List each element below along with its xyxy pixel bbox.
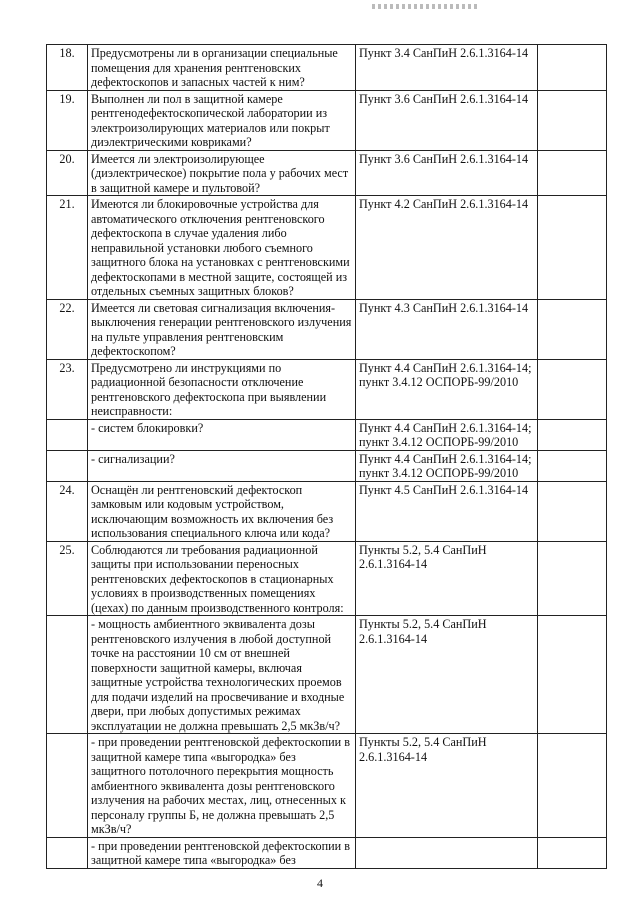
reference-text	[356, 837, 538, 868]
table-row	[47, 45, 607, 91]
item-number	[47, 837, 88, 868]
table-row	[47, 90, 607, 150]
reference-text: Пункт 3.6 СанПиН 2.6.1.3164-14	[356, 90, 538, 150]
item-number: 25.	[47, 541, 88, 616]
answer-cell	[538, 616, 607, 734]
checklist-table	[46, 44, 607, 869]
item-number: 23.	[47, 359, 88, 419]
table-row	[47, 481, 607, 541]
question-text: Предусмотрены ли в организации специальные помещения для хранения рентгеновских дефектоскопов и запасных частей к ним?	[88, 45, 356, 91]
answer-cell	[538, 45, 607, 91]
answer-cell	[538, 90, 607, 150]
item-number	[47, 419, 88, 450]
answer-cell	[538, 359, 607, 419]
reference-text: Пункты 5.2, 5.4 СанПиН 2.6.1.3164-14	[356, 541, 538, 616]
top-edge-mark	[372, 4, 480, 9]
reference-text: Пункт 4.4 СанПиН 2.6.1.3164-14; пункт 3.4.12 ОСПОРБ-99/2010	[356, 359, 538, 419]
answer-cell	[538, 481, 607, 541]
reference-text: Пункт 3.4 СанПиН 2.6.1.3164-14	[356, 45, 538, 91]
table-row	[47, 837, 607, 868]
reference-text: Пункт 4.3 СанПиН 2.6.1.3164-14	[356, 299, 538, 359]
page-number: 4	[317, 876, 323, 890]
table-row	[47, 359, 607, 419]
table-row	[47, 616, 607, 734]
item-number: 20.	[47, 150, 88, 196]
table-row	[47, 450, 607, 481]
table-row	[47, 541, 607, 616]
item-number: 21.	[47, 196, 88, 300]
answer-cell	[538, 734, 607, 838]
item-number	[47, 450, 88, 481]
item-number: 18.	[47, 45, 88, 91]
reference-text: Пункт 4.4 СанПиН 2.6.1.3164-14; пункт 3.4.12 ОСПОРБ-99/2010	[356, 419, 538, 450]
question-text: Имеются ли блокировочные устройства для автоматического отключения рентгеновского дефектоскопа в случае удаления либо неправильной установки любого съемного защитного блока на установках с рентгеновскими дефектоскопами в местной защите, состоящей из отдельных съемных защитных блоков?	[88, 196, 356, 300]
table-row	[47, 419, 607, 450]
table-row	[47, 150, 607, 196]
question-text: - сигнализации?	[88, 450, 356, 481]
answer-cell	[538, 150, 607, 196]
answer-cell	[538, 450, 607, 481]
table-row	[47, 196, 607, 300]
reference-text: Пункт 3.6 СанПиН 2.6.1.3164-14	[356, 150, 538, 196]
item-number: 22.	[47, 299, 88, 359]
question-text: Соблюдаются ли требования радиационной защиты при использовании переносных рентгеновских дефектоскопов в стационарных условиях в производственных помещениях (цехах) по данным производственного контроля:	[88, 541, 356, 616]
question-text: - систем блокировки?	[88, 419, 356, 450]
answer-cell	[538, 419, 607, 450]
answer-cell	[538, 541, 607, 616]
table-row	[47, 734, 607, 838]
question-text: Имеется ли электроизолирующее (диэлектрическое) покрытие пола у рабочих мест в защитной камере и пультовой?	[88, 150, 356, 196]
reference-text: Пункт 4.4 СанПиН 2.6.1.3164-14; пункт 3.4.12 ОСПОРБ-99/2010	[356, 450, 538, 481]
reference-text: Пункты 5.2, 5.4 СанПиН 2.6.1.3164-14	[356, 616, 538, 734]
question-text: - при проведении рентгеновской дефектоскопии в защитной камере типа «выгородка» без защитного потолочного перекрытия мощность амбиентного эквивалента дозы рентгеновского излучения на рабочих местах, лиц, отнесенных к персоналу группы Б, не должна превышать 2,5 мкЗв/ч?	[88, 734, 356, 838]
reference-text: Пункты 5.2, 5.4 СанПиН 2.6.1.3164-14	[356, 734, 538, 838]
answer-cell	[538, 196, 607, 300]
question-text: - при проведении рентгеновской дефектоскопии в защитной камере типа «выгородка» без	[88, 837, 356, 868]
question-text: Выполнен ли пол в защитной камере рентгенодефектоскопической лаборатории из электроизолирующих материалов или покрыт диэлектрическими ковриками?	[88, 90, 356, 150]
checklist-body	[47, 45, 607, 869]
table-row	[47, 299, 607, 359]
reference-text: Пункт 4.5 СанПиН 2.6.1.3164-14	[356, 481, 538, 541]
item-number: 19.	[47, 90, 88, 150]
reference-text: Пункт 4.2 СанПиН 2.6.1.3164-14	[356, 196, 538, 300]
item-number: 24.	[47, 481, 88, 541]
item-number	[47, 734, 88, 838]
question-text: Имеется ли световая сигнализация включения-выключения генерации рентгеновского излучения на пульте управления рентгеновским дефектоскопом?	[88, 299, 356, 359]
question-text: Предусмотрено ли инструкциями по радиационной безопасности отключение рентгеновского дефектоскопа при выявлении неисправности:	[88, 359, 356, 419]
item-number	[47, 616, 88, 734]
question-text: - мощность амбиентного эквивалента дозы рентгеновского излучения в любой доступной точке на расстоянии 10 см от внешней поверхности защитной камеры, включая защитные устройства технологических проемов для подачи изделий на просвечивание и входные двери, при любых допустимых режимах эксплуатации не должна превышать 2,5 мкЗв/ч?	[88, 616, 356, 734]
question-text: Оснащён ли рентгеновский дефектоскоп замковым или кодовым устройством, исключающим возможность их включения без использования специального ключа или кода?	[88, 481, 356, 541]
answer-cell	[538, 837, 607, 868]
answer-cell	[538, 299, 607, 359]
